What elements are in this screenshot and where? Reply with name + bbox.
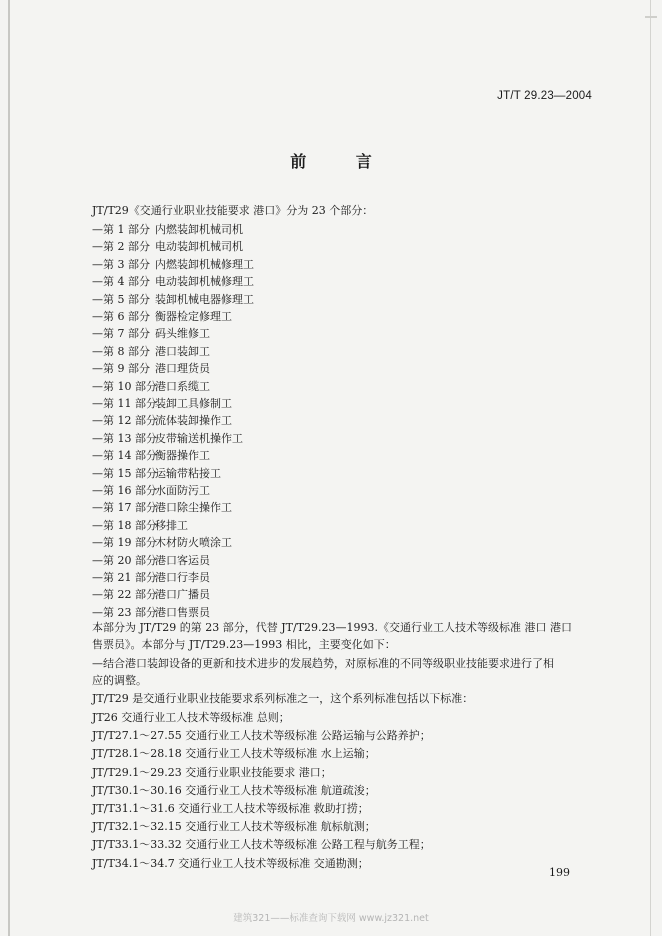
replace-paragraph-line-2: 售票员》。本部分与 JT/T29.23—1993 相比，主要变化如下： [92,638,396,651]
series-item: JT26 交通行业工人技术等级标准 总则； [92,711,290,724]
part-number: —第 20 部分 [92,553,157,567]
part-item [92,309,232,324]
part-item [92,535,232,550]
part-name: 流体装卸操作工 [155,414,232,428]
part-name: 电动装卸机械修理工 [155,275,254,289]
scan-mark [645,16,657,18]
page-number: 199 [549,866,570,879]
part-item [92,344,210,359]
part-number: —第 16 部分 [92,484,157,497]
part-number: —第 22 部分 [92,588,157,602]
part-name: 港口行李员 [155,571,210,584]
series-paragraph: JT/T29 是交通行业职业技能要求系列标准之一，这个系列标准包括以下标准： [92,692,474,705]
part-name: 内燃装卸机械修理工 [155,257,254,271]
part-name: 衡器操作工 [155,449,210,463]
part-name: 木材防火喷涂工 [155,536,232,550]
part-name: 水面防污工 [155,484,210,497]
part-number: —第 21 部分 [92,571,157,584]
part-item [92,518,188,533]
part-item [92,326,210,341]
part-name: 电动装卸机械司机 [155,240,243,254]
part-item [92,274,254,289]
part-item [92,553,210,568]
scan-edge-left [8,0,10,936]
part-name: 港口系缆工 [155,379,210,393]
part-item [92,361,210,376]
part-number: —第 6 部分 [92,310,150,323]
part-number: —第 17 部分 [92,501,157,515]
part-number: —第 19 部分 [92,536,157,550]
part-item [92,379,210,394]
part-name: 港口理货员 [155,362,210,376]
part-item [92,448,210,463]
part-item [92,587,210,602]
replace-paragraph-line-1: 本部分为 JT/T29 的第 23 部分，代替 JT/T29.23—1993.《交通行业工人技术等级标准 港口 港口 [92,621,573,634]
part-number: —第 7 部分 [92,327,150,341]
part-number: —第 15 部分 [92,466,157,480]
part-name: 装卸工具修制工 [155,397,232,410]
series-item: JT/T27.1～27.55 交通行业工人技术等级标准 公路运输与公路养护； [92,729,431,743]
change-paragraph-line-2: 应的调整。 [92,674,147,687]
part-number: —第 5 部分 [92,292,150,306]
part-item [92,483,210,498]
part-name: 运输带粘接工 [155,466,221,480]
scan-edge-right [650,0,651,936]
part-number: —第 10 部分 [92,379,157,393]
part-number: —第 4 部分 [92,275,150,289]
part-name: 港口广播员 [155,588,210,602]
part-name: 衡器检定修理工 [155,310,232,323]
part-name: 码头维修工 [155,327,210,341]
part-number: —第 14 部分 [92,449,157,463]
series-item: JT/T33.1～33.32 交通行业工人技术等级标准 公路工程与航务工程； [92,838,431,852]
part-number: —第 1 部分 [92,223,150,236]
part-number: —第 11 部分 [92,397,157,410]
standard-number: JT/T 29.23—2004 [497,90,592,102]
part-number: —第 12 部分 [92,414,157,428]
part-number: —第 9 部分 [92,362,150,376]
part-item [92,222,243,237]
series-item: JT/T29.1～29.23 交通行业职业技能要求 港口； [92,765,332,779]
part-item [92,413,232,428]
part-name: 港口客运员 [155,553,210,567]
part-name: 移排工 [155,518,188,532]
page-title: 前 言 [290,152,394,171]
part-number: —第 23 部分 [92,605,157,619]
part-number: —第 3 部分 [92,257,150,271]
part-item [92,292,254,307]
part-number: —第 8 部分 [92,344,150,358]
part-item [92,239,243,254]
series-item: JT/T34.1～34.7 交通行业工人技术等级标准 交通勘测； [92,856,369,870]
part-name: 港口售票员 [155,605,210,619]
part-name: 港口装卸工 [155,344,210,358]
part-name: 港口除尘操作工 [155,501,232,515]
part-name: 装卸机械电器修理工 [155,292,254,306]
part-item [92,466,221,481]
part-item [92,570,210,585]
part-item [92,431,243,446]
part-name: 皮带输送机操作工 [155,431,243,445]
part-number: —第 18 部分 [92,518,157,532]
part-item [92,396,232,411]
part-item [92,500,232,515]
series-item: JT/T28.1～28.18 交通行业工人技术等级标准 水上运输； [92,747,376,761]
series-item: JT/T30.1～30.16 交通行业工人技术等级标准 航道疏浚； [92,783,376,797]
series-item: JT/T31.1～31.6 交通行业工人技术等级标准 救助打捞； [92,802,369,815]
change-paragraph-line-1: —结合港口装卸设备的更新和技术进步的发展趋势，对原标准的不同等级职业技能要求进行了相 [92,657,554,670]
part-item [92,605,210,620]
intro-paragraph: JT/T29《交通行业职业技能要求 港口》分为 23 个部分： [92,204,374,217]
part-number: —第 2 部分 [92,240,150,254]
watermark-text: 建筑321——标准查询下载网 www.jz321.net [233,913,429,924]
part-number: —第 13 部分 [92,431,157,445]
series-item: JT/T32.1～32.15 交通行业工人技术等级标准 航标航测； [92,820,376,834]
part-item [92,257,254,272]
part-name: 内燃装卸机械司机 [155,223,243,236]
